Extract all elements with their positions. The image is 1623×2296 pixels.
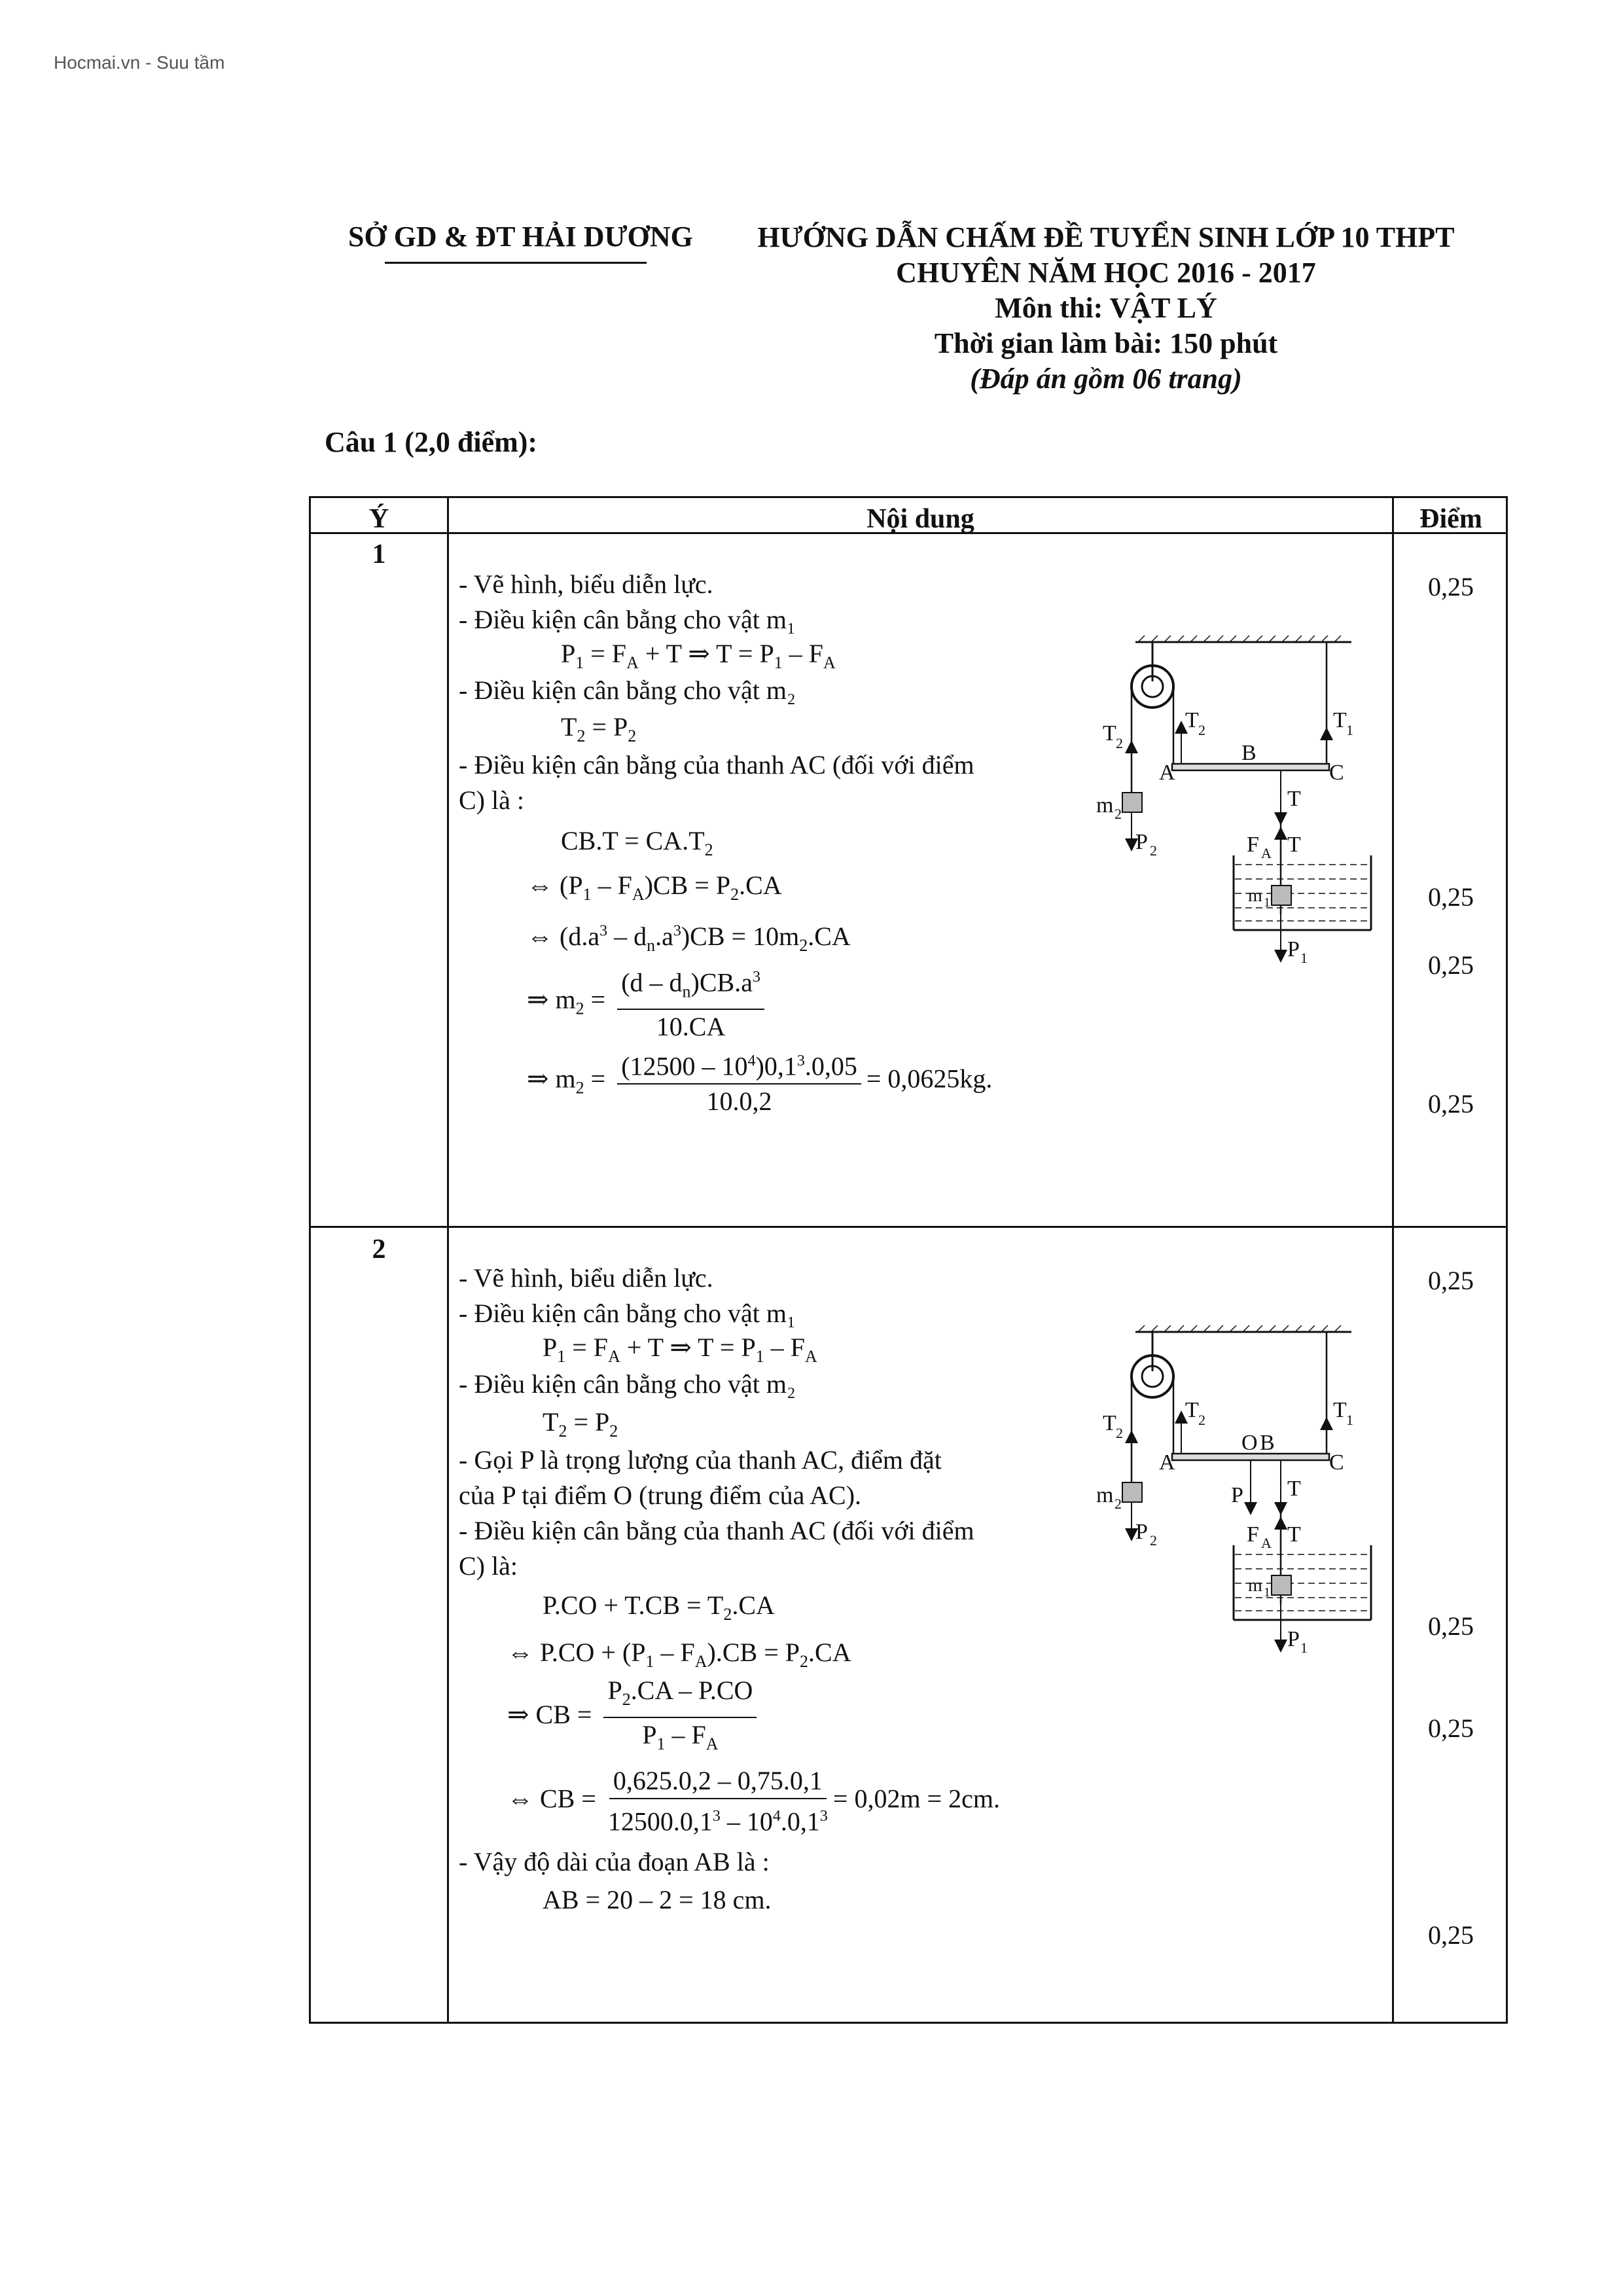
pages-note: (Đáp án gồm 06 trang) [970,363,1242,395]
p1-cond-m2: - Điều kiện cân bằng cho vật m₂ [459,675,796,705]
svg-text:F: F [1247,833,1259,857]
subject: Môn thi: VẬT LÝ [995,292,1217,324]
title-line-2: CHUYÊN NĂM HỌC 2016 - 2017 [896,257,1316,289]
p1-result: = 0,0625kg. [866,1064,993,1094]
svg-text:T: T [1185,708,1199,732]
p2-eq-moment-2: ⇔ $P.CO + (P_1 - F_A).CB = P_2.CA$ [507,1638,851,1671]
svg-text:P: P [1135,830,1148,854]
svg-text:C: C [1329,1450,1344,1475]
title-line-1: HƯỚNG DẪN CHẤM ĐỀ TUYỂN SINH LỚP 10 THPT [757,221,1455,253]
p1-eq-m2-formula: ⇒ $m_2$ = $\frac{(d - d_n)CB.a^3}{10.CA}$ [527,963,770,1041]
svg-text:1: 1 [1346,1412,1353,1428]
p2-cond-m1: - Điều kiện cân bằng cho vật m₁ [459,1299,796,1328]
watermark: Hocmai.vn - Suu tầm [54,52,225,73]
p2-score-3: 0,25 [1428,1713,1474,1743]
exam-time: Thời gian làm bài: 150 phút [934,327,1278,359]
svg-text:2: 2 [1115,806,1122,822]
svg-text:T: T [1287,787,1301,811]
grading-table [309,496,1508,2024]
svg-text:1: 1 [1264,895,1270,910]
p2-eq-cb-value: ⇔ CB = $\frac{0,625.0,2 - 0,75.0,1}{12500.0,1^3 - 10^4.0,1^3}$ = 0,02m = 2cm. [507,1766,1001,1837]
svg-text:F: F [1247,1522,1259,1547]
col-divider-1 [447,498,449,2022]
p2-cond-bar-2: C) là: [459,1551,518,1581]
svg-text:B: B [1241,741,1257,765]
p2-eq-cb-formula: ⇒ CB = $\frac{P_2.CA - P.CO}{P_1 - F_A}$ [507,1676,762,1759]
row-divider [311,1226,1506,1228]
p2-score-2: 0,25 [1428,1611,1474,1641]
svg-text:A: A [1159,761,1175,785]
svg-text:P: P [1231,1483,1243,1507]
svg-text:m: m [1248,1575,1262,1596]
p2-eq-m2: $T_2 = P_2$ [543,1407,618,1441]
svg-text:P: P [1135,1520,1148,1544]
svg-text:2: 2 [1150,842,1157,859]
part-2-number: 2 [372,1234,386,1265]
svg-text:C: C [1329,761,1344,785]
svg-text:2: 2 [1116,1425,1123,1441]
svg-text:T: T [1103,1411,1116,1435]
p2-weight-2: của P tại điểm O (trung điểm của AC). [459,1480,862,1510]
p2-score-1: 0,25 [1428,1266,1474,1295]
p2-cond-m2: - Điều kiện cân bằng cho vật m₂ [459,1369,796,1399]
svg-text:T: T [1185,1398,1199,1422]
p2-weight-1: - Gọi P là trọng lượng của thanh AC, điểm đặt [459,1445,942,1475]
p2-cond-bar-1: - Điều kiện cân bằng của thanh AC (đối với điểm [459,1516,974,1545]
p1-eq-m2: $T_2 = P_2$ [561,712,637,745]
p2-result: = 0,02m = 2cm. [832,1784,1001,1814]
svg-text:A: A [1159,1450,1175,1475]
p2-score-4: 0,25 [1428,1920,1474,1950]
p1-score-2: 0,25 [1428,882,1474,912]
svg-text:2: 2 [1198,1412,1205,1428]
svg-text:2: 2 [1198,722,1205,738]
svg-text:1: 1 [1300,1640,1308,1656]
svg-text:m: m [1096,1483,1114,1507]
pulley-lever-diagram-with-weight [1096,1319,1384,1698]
p1-score-4: 0,25 [1428,1089,1474,1119]
col-divider-2 [1392,498,1394,2022]
svg-text:2: 2 [1150,1532,1157,1549]
svg-text:T: T [1333,708,1347,732]
svg-text:T: T [1287,833,1301,857]
p2-ab-eq: AB = 20 – 2 = 18 cm. [543,1885,772,1914]
svg-text:2: 2 [1116,735,1123,751]
header-y: Ý [368,504,389,534]
svg-text:B: B [1260,1431,1275,1455]
p1-cond-m1: - Điều kiện cân bằng cho vật m₁ [459,605,796,634]
svg-text:T: T [1287,1477,1301,1501]
department-underline [385,262,647,264]
header-content: Nội dung [866,504,974,534]
svg-text:A: A [1261,845,1272,861]
section-title: Câu 1 (2,0 điểm): [325,426,538,458]
p2-eq-moment: $P.CO + T.CB = T_2.CA$ [543,1590,775,1624]
document-header [687,220,1525,397]
p1-score-1: 0,25 [1428,572,1474,601]
p2-ab-line: - Vậy độ dài của đoạn AB là : [459,1847,770,1876]
header-score: Điểm [1419,504,1482,534]
p1-score-3: 0,25 [1428,950,1474,980]
p1-eq-m2-value: ⇒ $m_2$ = $\frac{(12500 - 10^4)0,1^3.0,05}{10.0,2}$ = 0,0625kg. [527,1047,992,1116]
p1-cond-bar-2: C) là : [459,785,524,815]
svg-text:1: 1 [1264,1585,1270,1600]
part-1-number: 1 [372,539,386,569]
p2-eq-m1: $P_1 = F_A + T$ ⇒ $T = P_1 - F_A$ [543,1333,817,1366]
svg-text:P: P [1287,937,1300,961]
svg-text:m: m [1096,793,1114,817]
svg-text:P: P [1287,1627,1300,1651]
svg-text:A: A [1261,1535,1272,1551]
p1-eq-moment-3: ⇔ $(d.a^3 - d_n.a^3)CB = 10m_2.CA$ [527,922,851,955]
p1-eq-m1: $P_1 = F_A + T$ ⇒ $T = P_1 - F_A$ [561,639,836,672]
department-name: SỞ GD & ĐT HẢI DƯƠNG [348,221,693,253]
svg-text:O: O [1241,1431,1258,1455]
svg-text:m: m [1248,886,1262,906]
p2-draw: - Vẽ hình, biểu diễn lực. [459,1263,713,1293]
pulley-lever-diagram [1096,629,1384,1009]
svg-text:1: 1 [1346,722,1353,738]
p1-eq-moment: $CB.T = CA.T_2$ [561,826,713,859]
p1-eq-moment-2: ⇔ $(P_1 - F_A)CB = P_2.CA$ [527,870,782,904]
svg-text:T: T [1103,721,1116,745]
p1-draw: - Vẽ hình, biểu diễn lực. [459,569,713,599]
svg-text:1: 1 [1300,950,1308,966]
svg-text:T: T [1287,1522,1301,1547]
svg-text:2: 2 [1115,1496,1122,1512]
svg-text:T: T [1333,1398,1347,1422]
p1-cond-bar-1: - Điều kiện cân bằng của thanh AC (đối với điểm [459,750,974,780]
